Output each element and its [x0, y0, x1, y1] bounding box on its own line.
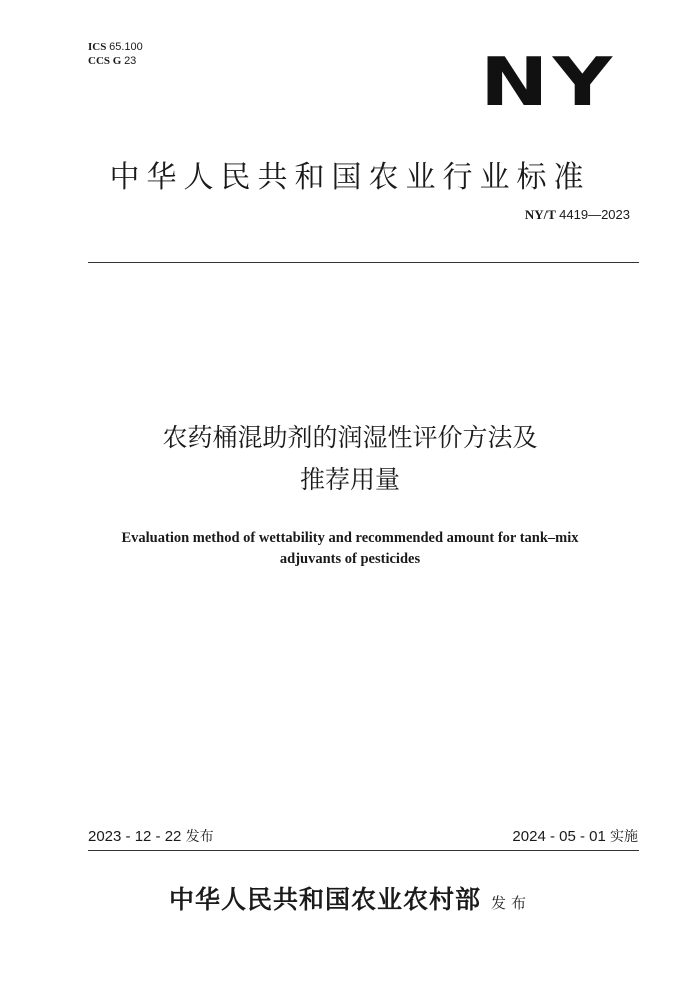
en-title-line1: Evaluation method of wettability and recommended amount for tank–mix [121, 530, 579, 546]
issuer-action: 发布 [491, 894, 532, 912]
standard-number [525, 207, 630, 223]
issuing-authority [0, 880, 700, 916]
implement-date-value: 2024 - 05 - 01 [512, 828, 606, 845]
classification-codes [88, 40, 143, 68]
zh-title-line2: 推荐用量 [299, 465, 400, 494]
standard-number-value: 4419—2023 [559, 207, 630, 222]
implement-date [512, 826, 638, 846]
issue-date [88, 826, 214, 846]
standard-category-title: 中华人民共和国农业行业标准 [109, 160, 591, 195]
ics-code: ICS 65.100 [88, 41, 143, 53]
issuer-name: 中华人民共和国农业农村部 [168, 885, 481, 914]
zh-title-line1: 农药桶混助剂的润湿性评价方法及 [162, 423, 538, 452]
standard-number-prefix: NY/T [524, 207, 556, 222]
implement-label: 实施 [610, 829, 638, 845]
bottom-divider [88, 850, 639, 851]
ccs-code: CCS G 23 [88, 55, 137, 67]
issue-date-value: 2023 - 12 - 22 [88, 828, 182, 845]
top-divider [88, 262, 639, 263]
ny-logo: NY [480, 43, 617, 122]
en-title-line2: adjuvants of pesticides [279, 551, 421, 567]
issue-label: 发布 [185, 829, 214, 845]
